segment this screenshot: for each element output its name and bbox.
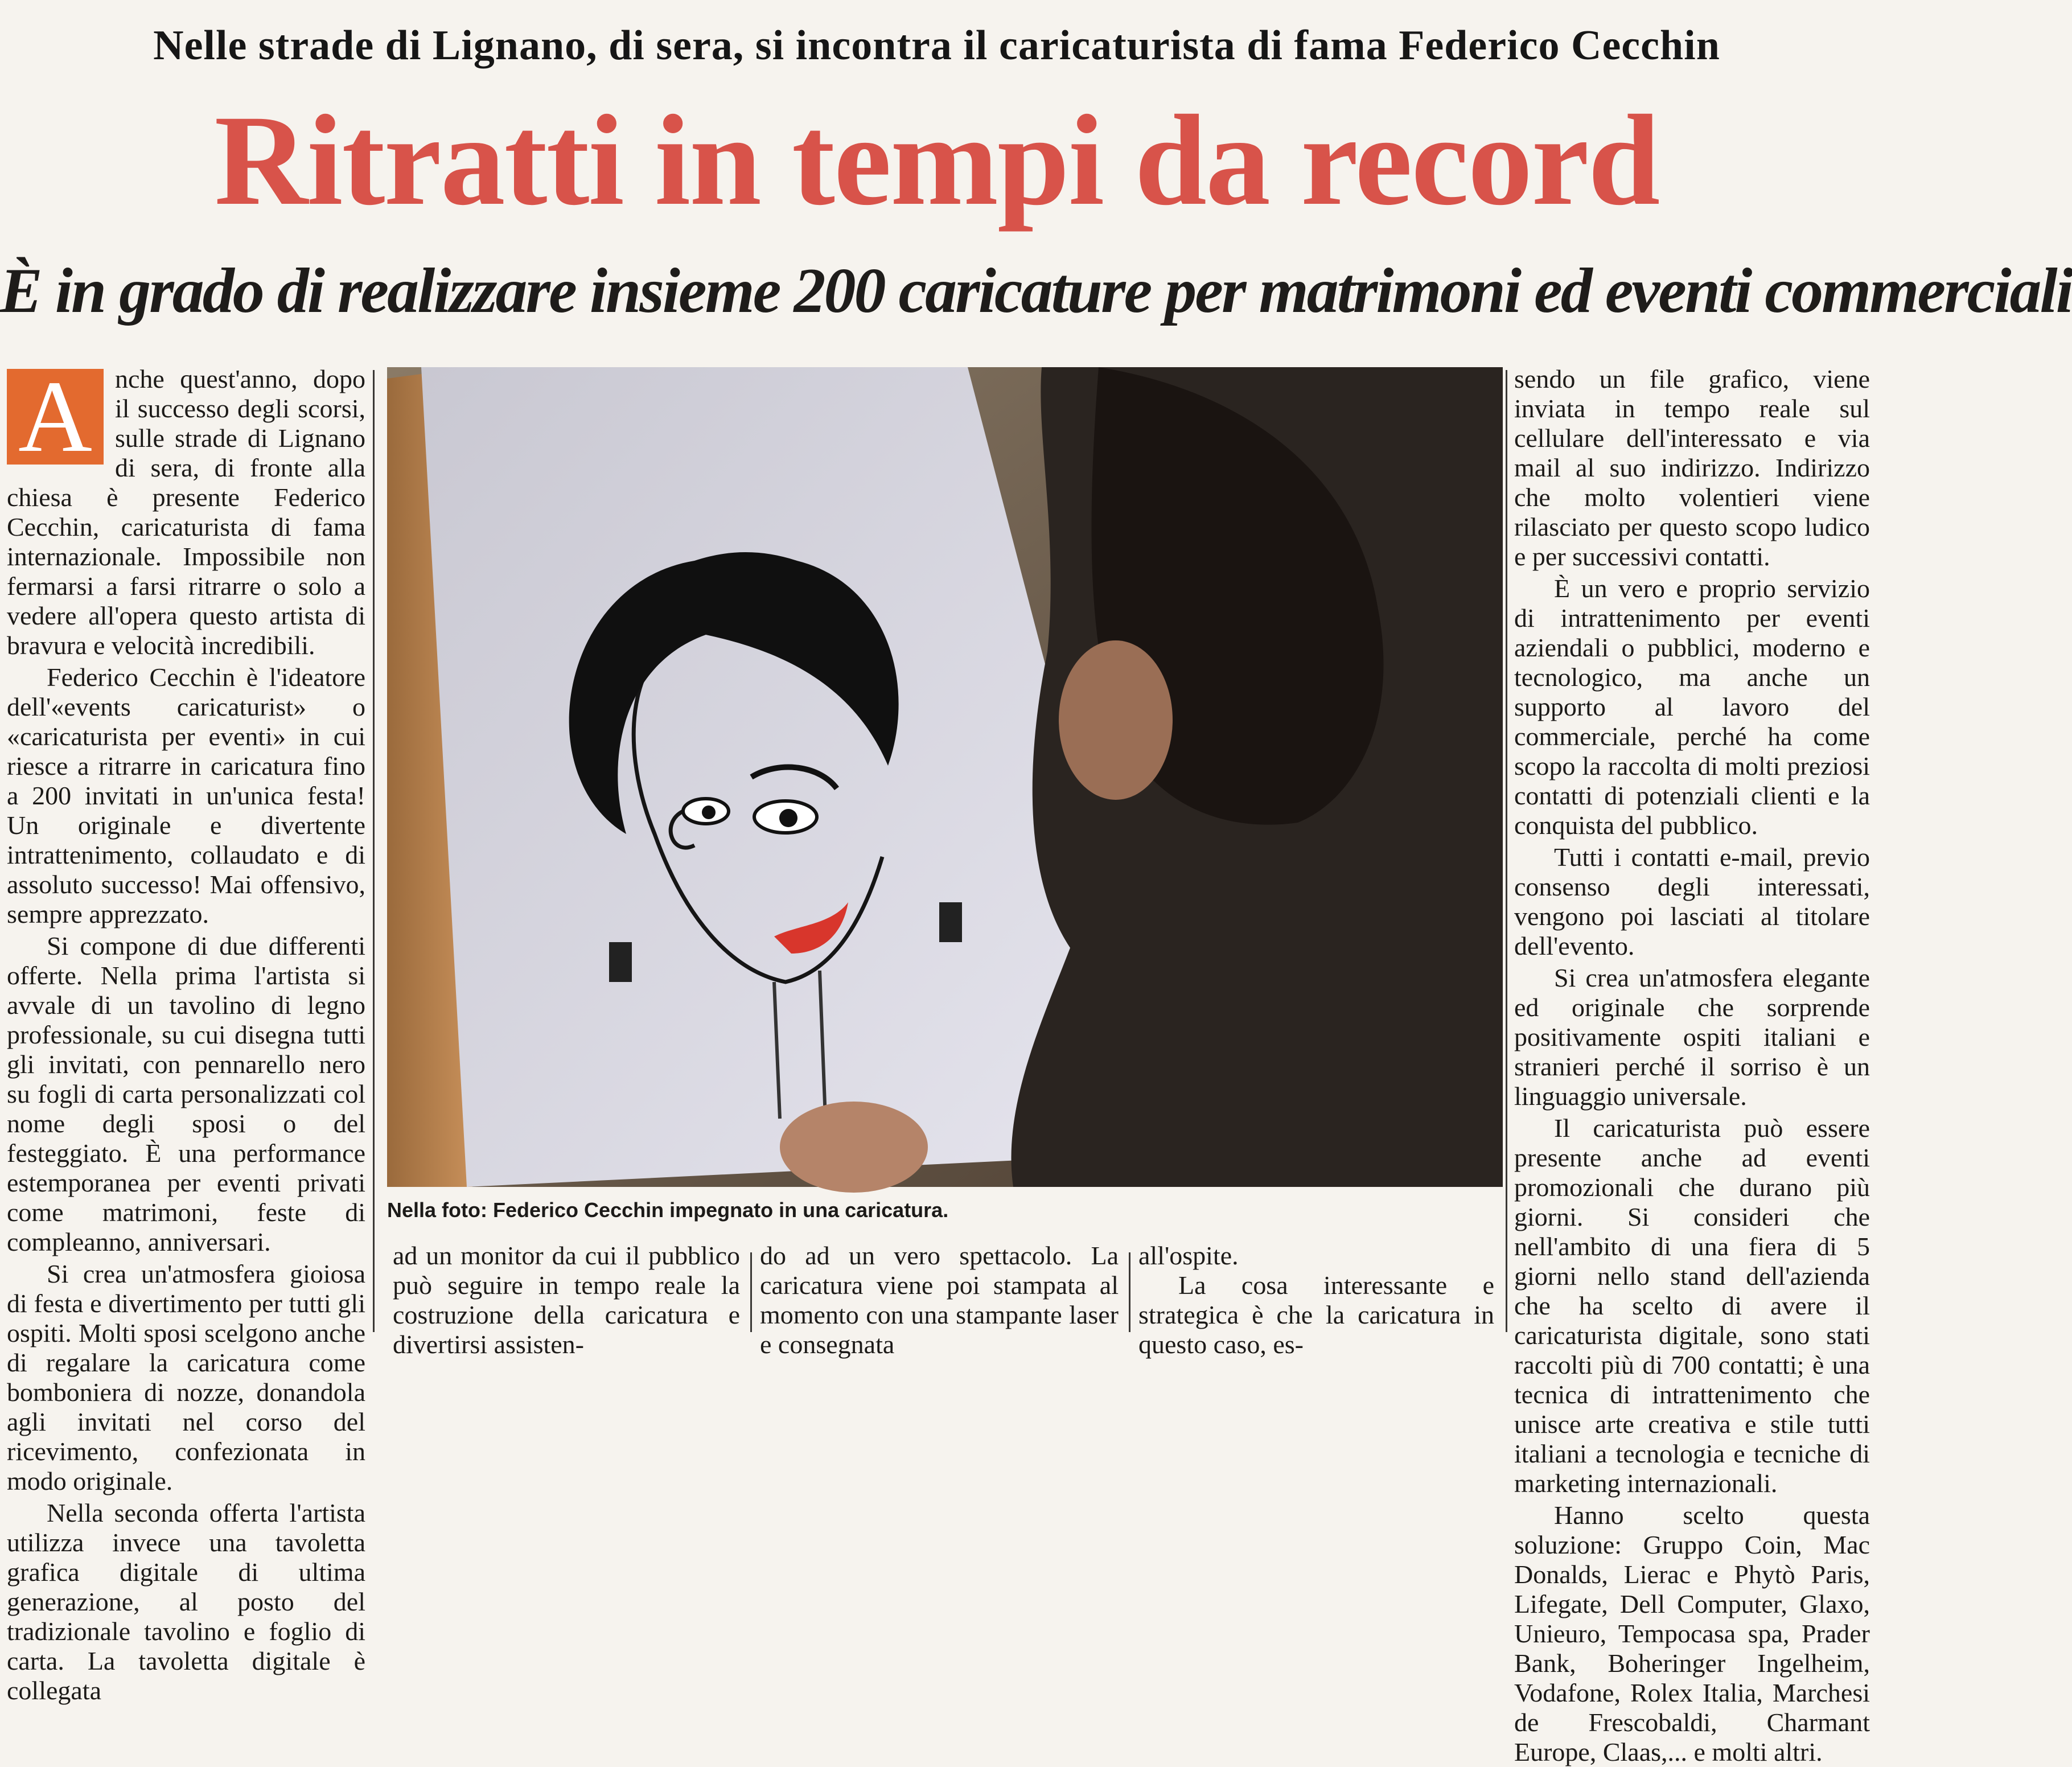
paragraph: ad un monitor da cui il pubblico può seguire in tempo reale la costruzione della caricatura e divertirsi assisten- — [393, 1241, 740, 1359]
paragraph: Nella seconda offerta l'artista utilizza invece una tavoletta grafica digitale di ultima generazione, al posto del tradizionale tavolino e foglio di carta. La tavoletta digitale è collegata — [7, 1498, 365, 1705]
article-column-1 — [7, 360, 365, 1705]
column-rule — [373, 370, 375, 1332]
article-column-5 — [1514, 364, 1870, 1766]
paragraph: Il caricaturista può essere presente anche ad eventi promozionali che durano più giorni. Si consideri che nell'ambito di una fiera di 5 giorni nello stand dell'azienda che ha scelto di avere il caricaturista digitale, sono stati raccolti più di 700 contatti; è una tecnica di intrattenimento che unisce arte creativa e stile tutti italiani a tecnologia e tecniche di marketing internazionali. — [1514, 1113, 1870, 1498]
article-column-2 — [393, 1241, 740, 1359]
article-headline: Ritratti in tempi da record — [214, 89, 1659, 232]
paragraph: nche quest'anno, dopo il successo degli scorsi, sulle strade di Lignano di sera, di fronte alla chiesa è presente Federico Cecchin, caricaturista di fama internazionale. Impossibile non fermarsi a farsi ritrarre o solo a vedere all'opera questo artista di bravura e velocità incredibili. — [7, 364, 365, 660]
article-photo — [387, 367, 1503, 1187]
paragraph: sendo un file grafico, viene inviata in tempo reale sul cellulare dell'interessato e via mail al suo indirizzo. Indirizzo che molto volentieri viene rilasciato per questo scopo ludico e per successivi contatti. — [1514, 364, 1870, 571]
paragraph: Tutti i contatti e-mail, previo consenso degli interessati, vengono poi lasciati al titolare dell'evento. — [1514, 843, 1870, 960]
photo-caption: Nella foto: Federico Cecchin impegnato in una caricatura. — [387, 1198, 949, 1222]
article-column-3 — [760, 1241, 1119, 1359]
paragraph: Si compone di due differenti offerte. Nella prima l'artista si avvale di un tavolino di legno professionale, su cui disegna tutti gli invitati, con pennarello nero su fogli di carta personalizzati col nome degli sposi o del festeggiato. È una performance estemporanea per eventi privati come matrimoni, feste di compleanno, anniversari. — [7, 931, 365, 1256]
paragraph: Federico Cecchin è l'ideatore dell'«events caricaturist» o «caricaturista per eventi» in cui riesce a ritrarre in caricatura fino a 200 invitati in un'unica festa! Un originale e divertente intrattenimento, collaudato e di assoluto successo! Mai offensivo, sempre apprezzato. — [7, 663, 365, 928]
paragraph: Hanno scelto questa soluzione: Gruppo Coin, Mac Donalds, Lierac e Phytò Paris, Lifegate, Dell Computer, Glaxo, Unieuro, Tempocasa spa, Prader Bank, Boheringer Ingelheim, Vodafone, Rolex Italia, Marchesi de Frescobaldi, Charmant Europe, Claas,... e molti altri. — [1514, 1501, 1870, 1766]
column-rule — [1129, 1252, 1130, 1332]
column-rule — [1506, 370, 1507, 1332]
paragraph: Si crea un'atmosfera elegante ed originale che sorprende positivamente ospiti italiani e stranieri perché il sorriso è un linguaggio universale. — [1514, 963, 1870, 1111]
drop-cap: A — [7, 369, 104, 465]
paragraph: all'ospite. — [1138, 1241, 1239, 1270]
paragraph: È un vero e proprio servizio di intrattenimento per eventi aziendali o pubblici, moderno e tecnologico, ma anche un supporto al lavoro del commerciale, perché ha come scopo la raccolta di molti preziosi contatti di potenziali clienti e la conquista del pubblico. — [1514, 574, 1870, 840]
paragraph: La cosa interessante e strategica è che la caricatura in questo caso, es- — [1138, 1271, 1494, 1359]
paragraph: Si crea un'atmosfera gioiosa di festa e divertimento per tutti gli ospiti. Molti sposi scelgono anche di regalare la caricatura come bomboniera di nozze, donandola agli invitati nel corso del ricevimento, confezionata in modo originale. — [7, 1259, 365, 1495]
article-subheadline: È in grado di realizzare insieme 200 caricature per matrimoni ed eventi commerciali — [0, 256, 2072, 326]
paragraph: do ad un vero spettacolo. La caricatura viene poi stampata al momento con una stampante laser e consegnata — [760, 1241, 1119, 1359]
column-rule — [750, 1252, 752, 1332]
article-kicker: Nelle strade di Lignano, di sera, si incontra il caricaturista di fama Federico Cecchin — [153, 22, 1720, 69]
article-column-4 — [1138, 1241, 1494, 1359]
